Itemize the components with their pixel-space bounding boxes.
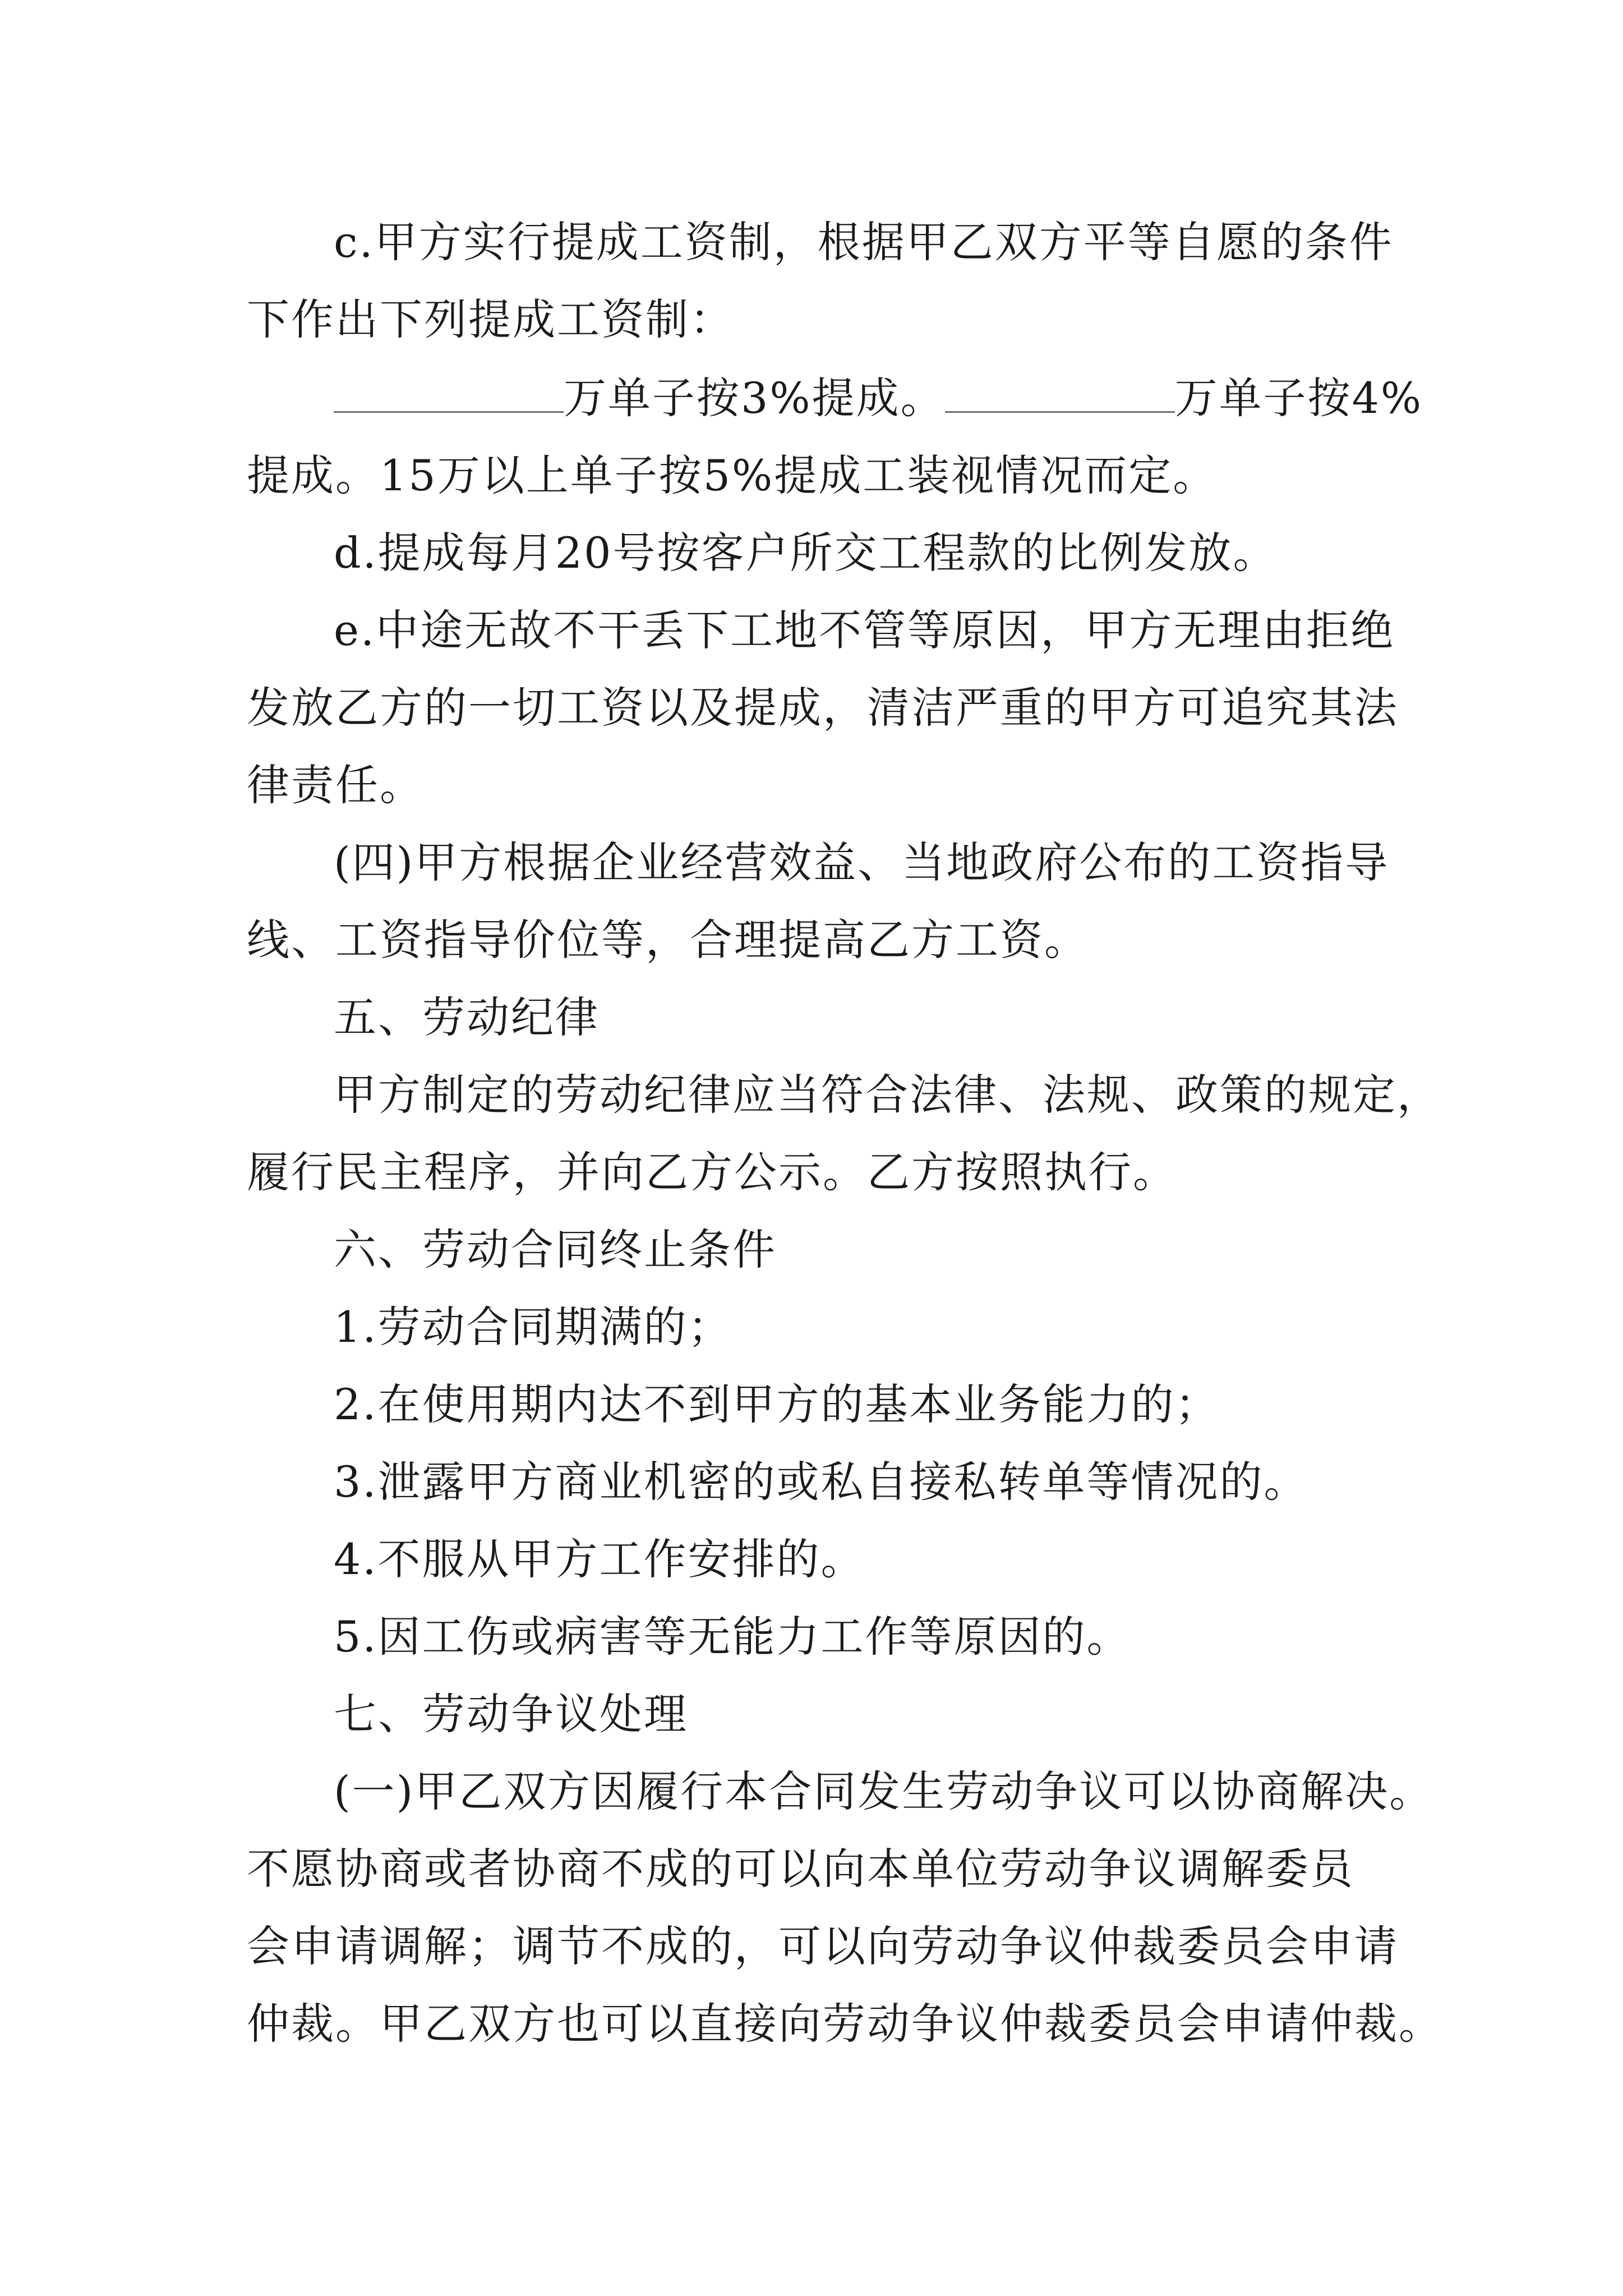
rate-4-percent-text: 万单子按4%	[1174, 373, 1423, 423]
section-seven-heading: 七、劳动争议处理	[334, 1689, 688, 1739]
section-five-heading: 五、劳动纪律	[334, 992, 600, 1042]
fill-in-blank[interactable]	[945, 375, 1175, 413]
section-five-line-1: 甲方制定的劳动纪律应当符合法律、法规、政策的规定，	[334, 1070, 1441, 1120]
termination-item-4: 4.不服从甲方工作安排的。	[334, 1534, 865, 1584]
fill-in-blank[interactable]	[334, 375, 564, 413]
clause-c-line-2: 下作出下列提成工资制：	[247, 295, 734, 344]
commission-rates-line-2: 提成。15万以上单子按5%提成工装视情况而定。	[247, 450, 1218, 500]
termination-item-3: 3.泄露甲方商业机密的或私自接私转单等情况的。	[334, 1457, 1308, 1507]
clause-e-line-3: 律责任。	[247, 760, 424, 810]
dispute-line-3: 会申请调解；调节不成的，可以向劳动争议仲裁委员会申请	[247, 1921, 1399, 1971]
clause-e-line-1: e.中途无故不干丢下工地不管等原因，甲方无理由拒绝	[334, 605, 1395, 655]
section-five-line-2: 履行民主程序，并向乙方公示。乙方按照执行。	[247, 1147, 1177, 1197]
termination-item-5: 5.因工伤或病害等无能力工作等原因的。	[334, 1612, 1131, 1662]
commission-rates-line-1	[334, 370, 1423, 426]
rate-3-percent-text: 万单子按3%提成。	[564, 373, 945, 423]
dispute-line-1: (一)甲乙双方因履行本合同发生劳动争议可以协商解决。	[334, 1766, 1434, 1816]
section-six-heading: 六、劳动合同终止条件	[334, 1225, 777, 1274]
clause-d: d.提成每月20号按客户所交工程款的比例发放。	[334, 528, 1278, 578]
clause-c-line-1: c.甲方实行提成工资制，根据甲乙双方平等自愿的条件	[334, 217, 1394, 267]
clause-e-line-2: 发放乙方的一切工资以及提成，清洁严重的甲方可追究其法	[247, 683, 1399, 733]
termination-item-1: 1.劳动合同期满的；	[334, 1302, 732, 1352]
dispute-line-2: 不愿协商或者协商不成的可以向本单位劳动争议调解委员	[247, 1844, 1354, 1894]
clause-four-line-1: (四)甲方根据企业经营效益、当地政府公布的工资指导	[334, 838, 1390, 887]
clause-four-line-2: 线、工资指导价位等，合理提高乙方工资。	[247, 915, 1089, 965]
termination-item-2: 2.在使用期内达不到甲方的基本业务能力的；	[334, 1379, 1220, 1429]
dispute-line-4: 仲裁。甲乙双方也可以直接向劳动争议仲裁委员会申请仲裁。	[247, 1999, 1443, 2049]
